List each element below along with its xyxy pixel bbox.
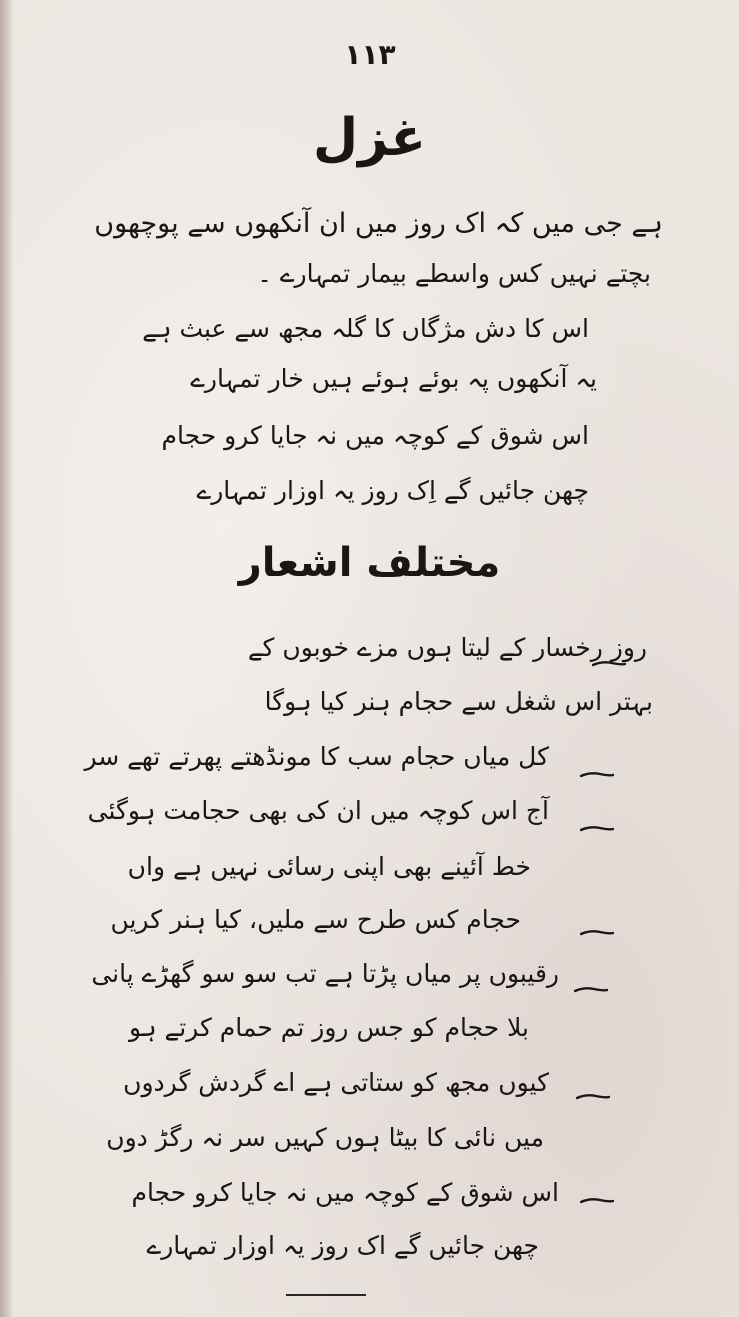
- verse-dash-mark: [580, 825, 614, 833]
- verse-dash-mark: [574, 986, 608, 994]
- verse-dash-mark: [580, 929, 614, 937]
- ashaar-line-4: آج اس کوچہ میں ان کی بھی حجامت ہوگئی: [87, 796, 549, 825]
- verse-dash-mark: [576, 1093, 610, 1101]
- ghazal-line-5: اس شوق کے کوچہ میں نہ جایا کرو حجام: [161, 421, 589, 450]
- verse-dash-mark: [592, 660, 626, 668]
- ashaar-line-7: رقیبوں پر میاں پڑتا ہے تب سو سو گھڑے پانی: [91, 959, 559, 988]
- page-binding-edge: [0, 0, 14, 1317]
- ghazal-line-6: چھن جائیں گے اِک روز یہ اوزار تمہارے: [196, 476, 589, 505]
- ashaar-line-10: میں نائی کا بیٹا ہوں کہیں سر نہ رگڑ دوں: [106, 1123, 544, 1152]
- ghazal-line-2: بچتے نہیں کس واسطے بیمار تمہارے ۔: [257, 259, 651, 288]
- verse-dash-mark: [580, 771, 614, 779]
- ashaar-line-11: اس شوق کے کوچہ میں نہ جایا کرو حجام: [131, 1178, 559, 1207]
- ashaar-line-1: روز رخسار کے لیتا ہوں مزے خوبوں کے: [247, 633, 647, 662]
- ghazal-line-1: ہے جی میں کہ اک روز میں ان آنکھوں سے پوچھوں: [94, 208, 663, 239]
- ashaar-line-6: حجام کس طرح سے ملیں، کیا ہنر کریں: [110, 905, 521, 934]
- ashaar-line-8: بلا حجام کو جس روز تم حمام کرتے ہو: [129, 1013, 529, 1042]
- ashaar-line-2: بہتر اس شغل سے حجام ہنر کیا ہوگا: [264, 687, 653, 716]
- ghazal-title: غزل: [313, 108, 426, 168]
- section-end-rule: [286, 1294, 366, 1296]
- ashaar-line-9: کیوں مجھ کو ستاتی ہے اے گردش گردوں: [123, 1068, 549, 1097]
- ghazal-line-3: اس کا دش مژگاں کا گلہ مجھ سے عبث ہے: [142, 314, 589, 343]
- ashaar-title: مختلف اشعار: [238, 540, 501, 586]
- ashaar-line-3: کل میاں حجام سب کا مونڈھتے پھرتے تھے سر: [84, 742, 549, 771]
- verse-dash-mark: [580, 1197, 614, 1205]
- page-number: ۱۱۳: [344, 38, 396, 71]
- ashaar-line-12: چھن جائیں گے اک روز یہ اوزار تمہارے: [146, 1231, 539, 1260]
- ashaar-line-5: خط آئینے بھی اپنی رسائی نہیں ہے واں: [127, 852, 531, 881]
- ghazal-line-4: یہ آنکھوں پہ بوئے ہوئے ہیں خار تمہارے: [190, 364, 597, 393]
